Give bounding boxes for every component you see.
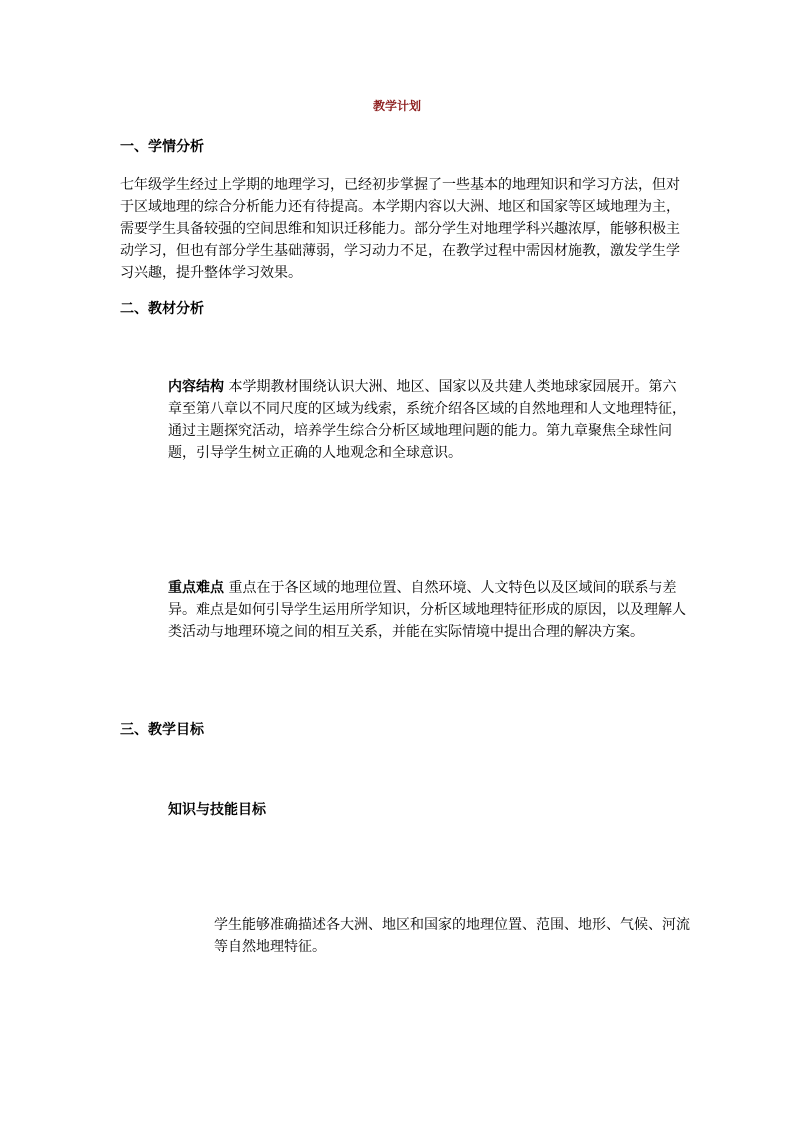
section-heading-learning-analysis: 一、学情分析: [120, 139, 204, 155]
document-title: 教学计划: [372, 99, 421, 113]
section-heading-textbook-analysis: 二、教材分析: [120, 301, 204, 317]
key-difficulty-paragraph: [168, 577, 688, 643]
key-difficulty-label: 重点难点: [168, 580, 224, 596]
learning-analysis-paragraph: 七年级学生经过上学期的地理学习，已经初步掌握了一些基本的地理知识和学习方法，但对于区域地理的综合分析能力还有待提高。本学期内容以大洲、地区和国家等区域地理为主，需要学生具备较强的空间思维和知识迁移能力。部分学生对地理学科兴趣浓厚，能够积极主动学习，但也有部分学生基础薄弱，学习动力不足，在教学过程中需因材施教，激发学生学习兴趣，提升整体学习效果。: [120, 177, 680, 281]
section-heading-teaching-goals: 三、教学目标: [120, 722, 204, 738]
knowledge-skill-goal-paragraph: 学生能够准确描述各大洲、地区和国家的地理位置、范围、地形、气候、河流等自然地理特征。: [214, 917, 690, 955]
content-structure-text: 本学期教材围绕认识大洲、地区、国家以及共建人类地球家园展开。第六章至第八章以不同尺度的区域为线索，系统介绍各区域的自然地理和人文地理特征，通过主题探究活动，培养学生综合分析区域地理问题的能力。第九章聚焦全球性问题，引导学生树立正确的人地观念和全球意识。: [168, 379, 686, 461]
content-structure-paragraph: [168, 376, 688, 464]
knowledge-skill-goal-heading: 知识与技能目标: [168, 802, 266, 818]
key-difficulty-text: 重点在于各区域的地理位置、自然环境、人文特色以及区域间的联系与差异。难点是如何引导学生运用所学知识，分析区域地理特征形成的原因，以及理解人类活动与地理环境之间的相互关系，并能在实际情境中提出合理的解决方案。: [168, 580, 686, 640]
content-structure-label: 内容结构: [168, 379, 224, 395]
